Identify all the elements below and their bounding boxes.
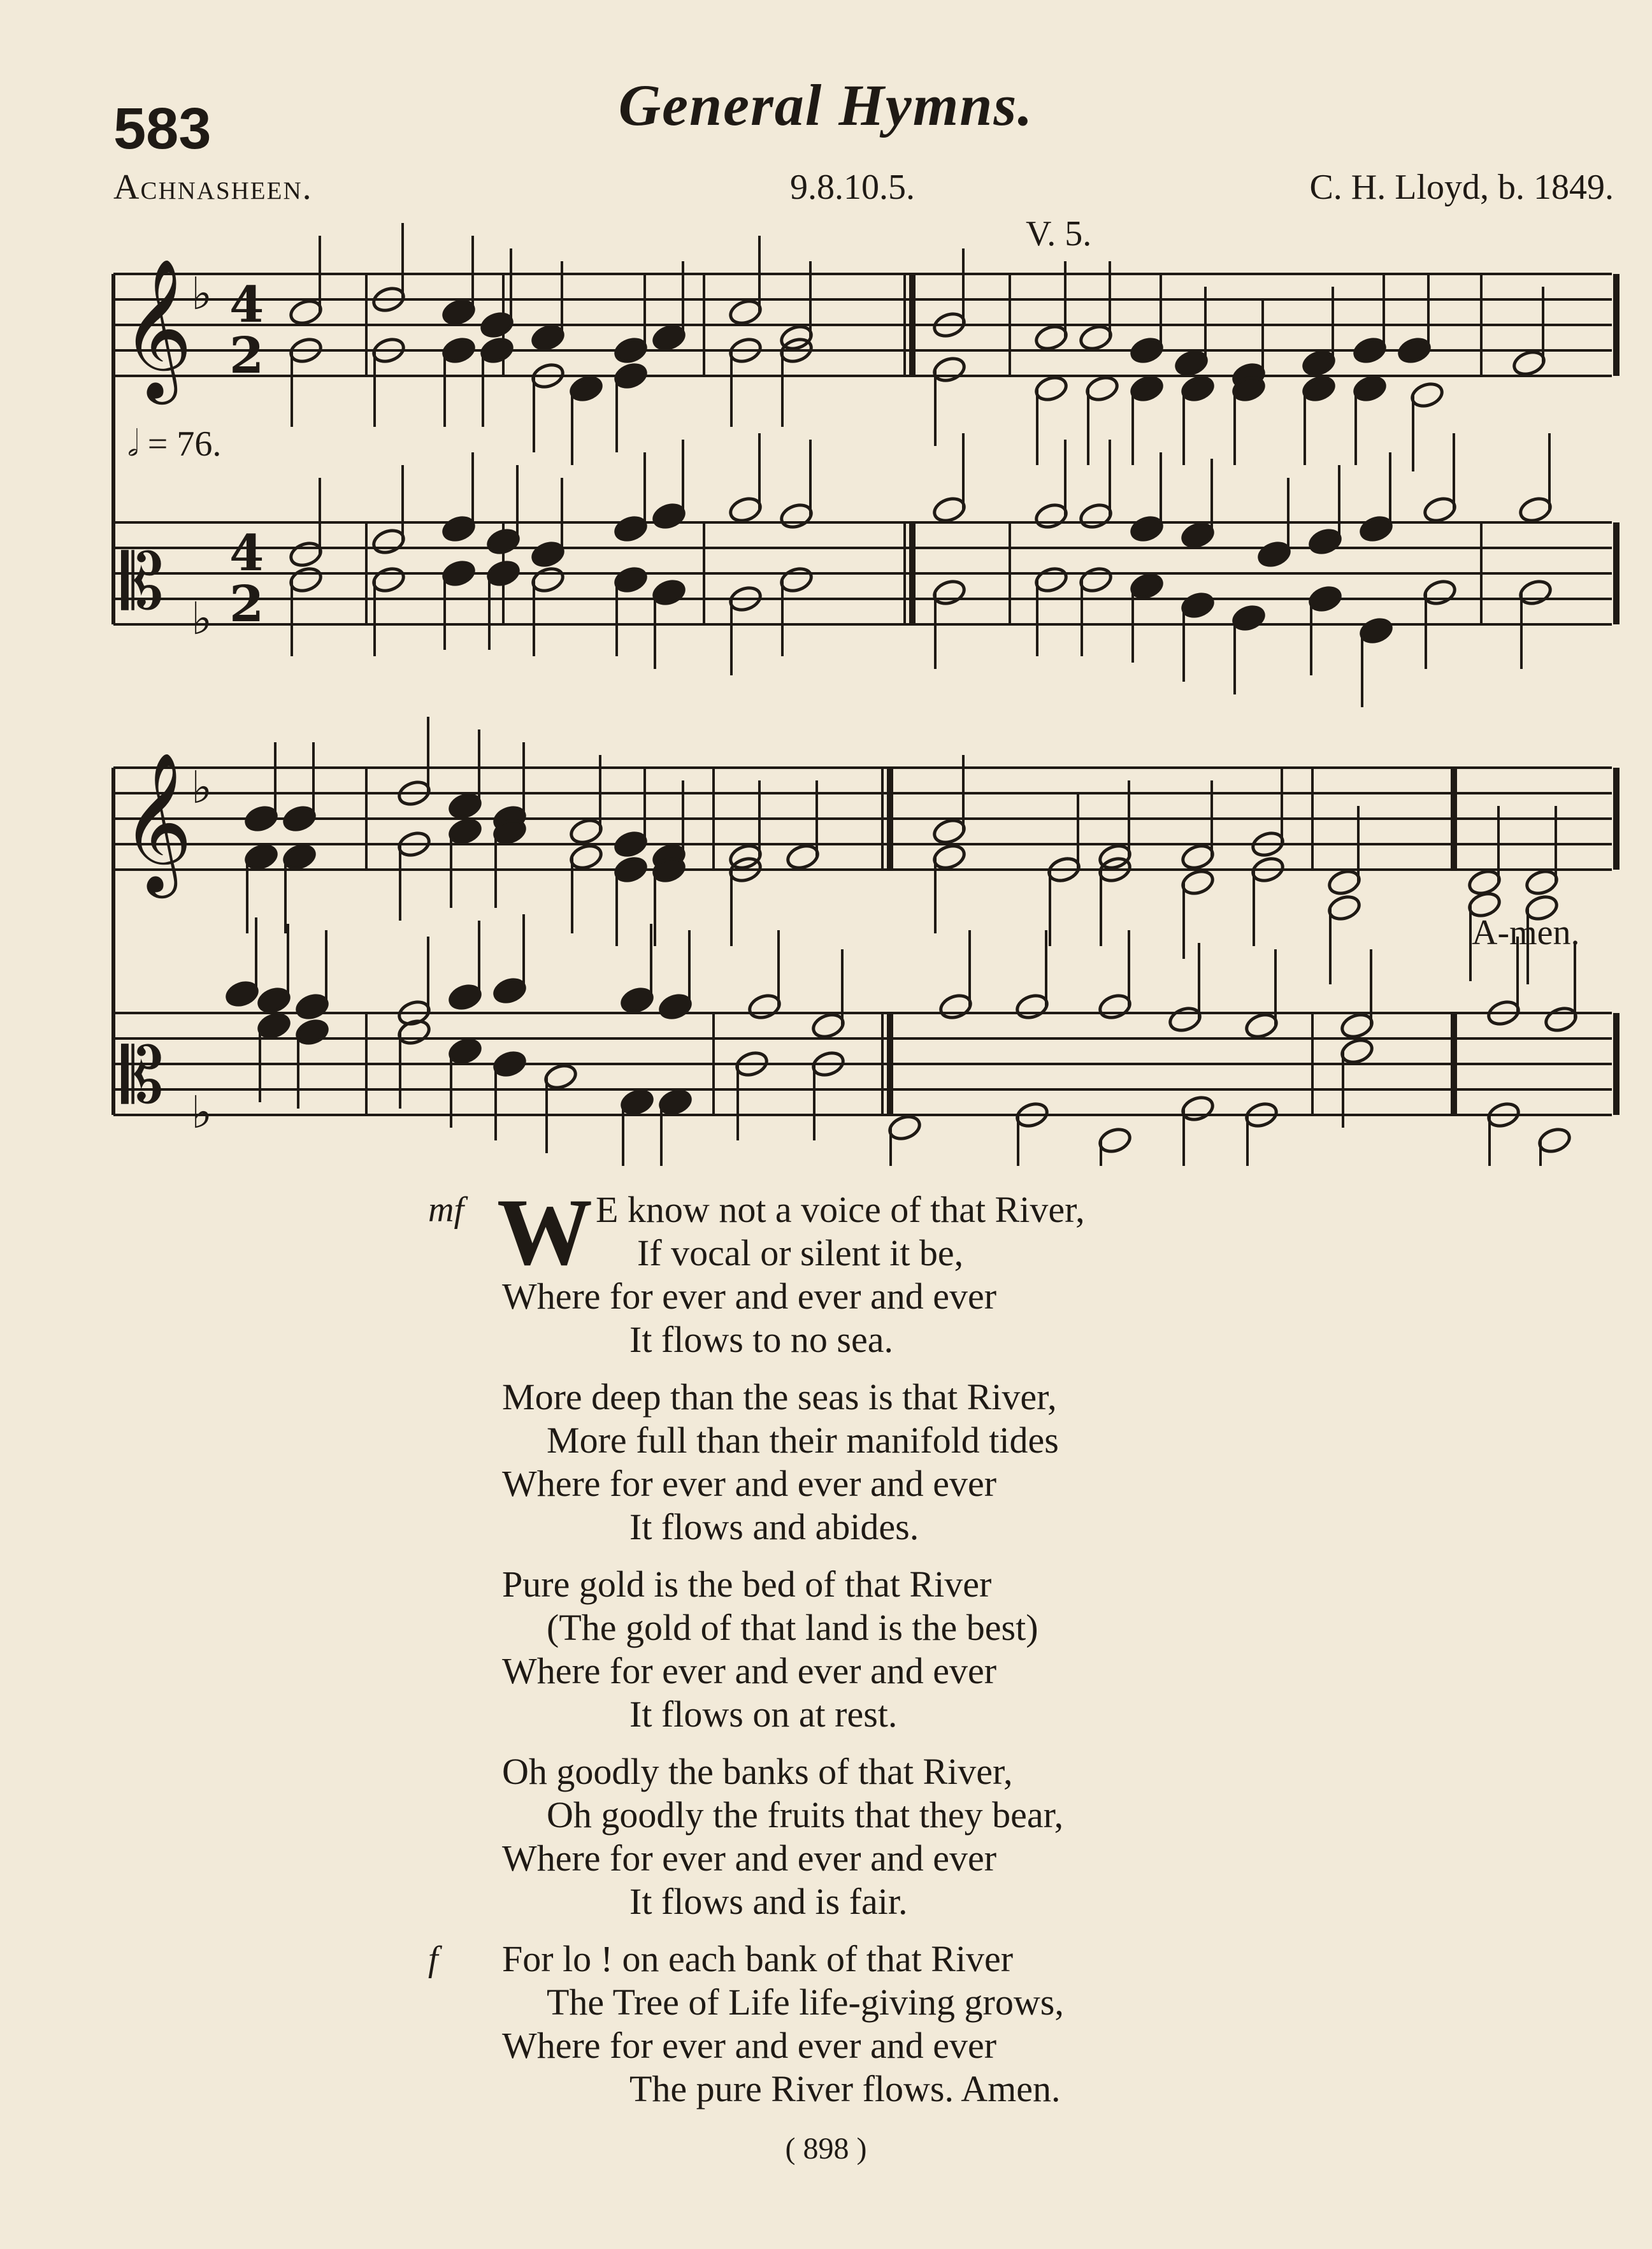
lyric-line: It flows to no sea.: [629, 1319, 893, 1360]
verse-reference: V. 5.: [1026, 214, 1092, 254]
note-head: [1097, 1126, 1133, 1155]
note-head: [728, 495, 763, 524]
note-head: [1326, 868, 1362, 897]
note-head: [1078, 501, 1114, 531]
lyric-line: Oh goodly the banks of that River,: [502, 1751, 1013, 1792]
note-head: [1301, 374, 1337, 403]
stanza: [0, 1937, 1652, 2111]
note-head: [1180, 591, 1216, 620]
note-head: [288, 540, 324, 569]
note-head: [1307, 527, 1343, 556]
note-head: [447, 1037, 483, 1066]
lyric-line: Pure gold is the bed of that River: [502, 1563, 992, 1605]
note-head: [1014, 992, 1050, 1021]
lyric-line: (The gold of that land is the best): [547, 1607, 1038, 1648]
note-head: [1256, 540, 1292, 569]
note-head: [1078, 565, 1114, 594]
note-head: [613, 830, 649, 859]
stanza: [0, 1179, 1652, 1362]
lyric-line: The pure River flows. Amen.: [629, 2068, 1061, 2109]
note-head: [613, 565, 649, 594]
note-head: [938, 992, 973, 1021]
lyric-line: The Tree of Life life-giving grows,: [547, 1981, 1064, 2023]
note-head: [613, 361, 649, 391]
time-signature-bottom: 2: [229, 327, 264, 385]
note-head: [256, 986, 292, 1015]
bass-staff-1: [113, 522, 1612, 624]
note-head: [1339, 1037, 1375, 1066]
note-head: [1307, 584, 1343, 614]
time-signature-top: 4: [229, 276, 264, 334]
note-head: [887, 1113, 923, 1142]
flat-icon: ♭: [191, 761, 213, 814]
note-head: [619, 986, 655, 1015]
stanza: [0, 1750, 1652, 1923]
note-head: [651, 323, 687, 352]
note-head: [1244, 1011, 1279, 1040]
note-head: [1084, 374, 1120, 403]
note-head: [256, 1011, 292, 1040]
note-head: [1524, 893, 1560, 923]
note-head: [613, 855, 649, 884]
note-head: [657, 1088, 693, 1117]
note-head: [1167, 1005, 1203, 1034]
c-clef-icon: 𝄡: [121, 1032, 164, 1121]
tune-name: Achnasheen.: [113, 168, 313, 207]
lyric-line: Oh goodly the fruits that they bear,: [547, 1794, 1064, 1836]
page-number: ( 898 ): [785, 2132, 867, 2166]
note-head: [485, 527, 521, 556]
note-head: [447, 982, 483, 1012]
note-head: [1397, 336, 1432, 365]
note-head: [1097, 992, 1133, 1021]
note-head: [224, 979, 260, 1009]
note-head: [485, 559, 521, 588]
note-head: [1129, 336, 1165, 365]
note-head: [931, 495, 967, 524]
note-head: [728, 298, 763, 327]
note-head: [1339, 1011, 1375, 1040]
note-head: [243, 804, 279, 833]
note-head: [1129, 374, 1165, 403]
note-head: [657, 992, 693, 1021]
note-head: [1129, 571, 1165, 601]
flat-icon: ♭: [191, 1086, 213, 1139]
note-head: [441, 514, 477, 543]
note-head: [530, 323, 566, 352]
note-head: [288, 298, 324, 327]
note-head: [568, 842, 604, 872]
composer: C. H. Lloyd, b. 1849.: [1309, 168, 1614, 207]
note-head: [1231, 603, 1267, 633]
note-head: [931, 578, 967, 607]
time-signature-bottom: 2: [229, 575, 264, 633]
lyric-line: It flows on at rest.: [629, 1693, 898, 1735]
tempo-marking: 𝅗𝅥 = 76.: [127, 424, 222, 464]
lyric-line: E know not a voice of that River, mf W: [428, 1179, 1085, 1285]
note-head: [543, 1062, 578, 1091]
note-head: [1180, 1094, 1216, 1123]
lyric-line: Where for ever and ever and ever: [502, 1650, 997, 1692]
lyric-line: It flows and is fair.: [629, 1881, 908, 1922]
note-head: [282, 842, 317, 872]
amen-label: A-men.: [1472, 913, 1580, 952]
note-head: [1180, 374, 1216, 403]
lyric-line: Where for ever and ever and ever: [502, 1837, 997, 1879]
note-head: [1033, 565, 1069, 594]
note-head: [288, 565, 324, 594]
note-head: [492, 976, 528, 1005]
lyric-line: Where for ever and ever and ever: [502, 1275, 997, 1317]
note-head: [1326, 893, 1362, 923]
note-head: [371, 527, 406, 556]
note-head: [1033, 374, 1069, 403]
bass-staff-2: [113, 1013, 1612, 1115]
drop-cap: W: [497, 1179, 593, 1285]
note-head: [1511, 348, 1547, 378]
note-head: [1543, 1005, 1579, 1034]
c-clef-icon: 𝄡: [121, 538, 164, 627]
note-head: [1301, 348, 1337, 378]
stanza: [0, 1563, 1652, 1736]
stanza: [0, 1376, 1652, 1549]
lyric-line: More deep than the seas is that River,: [502, 1376, 1057, 1418]
note-head: [1422, 495, 1458, 524]
note-head: [441, 559, 477, 588]
note-head: [441, 298, 477, 327]
hymn-lyrics: [0, 1179, 1652, 2125]
treble-staff-1: [113, 274, 1612, 376]
note-head: [779, 501, 814, 531]
dynamic-marking: mf: [428, 1190, 464, 1230]
note-head: [1078, 323, 1114, 352]
note-head: [243, 842, 279, 872]
note-head: [931, 817, 967, 846]
note-head: [447, 791, 483, 821]
note-head: [447, 817, 483, 846]
note-head: [1129, 514, 1165, 543]
lyric-line: More full than their manifold tides: [547, 1419, 1059, 1461]
note-head: [282, 804, 317, 833]
flat-icon: ♭: [191, 593, 213, 645]
hymn-number: 583: [113, 96, 212, 161]
note-head: [294, 992, 330, 1021]
note-head: [785, 842, 821, 872]
note-head: [810, 1011, 846, 1040]
treble-staff-2: [113, 768, 1612, 870]
note-head: [530, 565, 566, 594]
note-head: [371, 565, 406, 594]
note-head: [294, 1017, 330, 1047]
dynamic-marking: f: [428, 1939, 438, 1979]
note-head: [1358, 514, 1394, 543]
note-head: [931, 355, 967, 384]
note-head: [1422, 578, 1458, 607]
flat-icon: ♭: [191, 268, 213, 320]
note-head: [1180, 521, 1216, 550]
note-head: [747, 992, 782, 1021]
note-head: [1537, 1126, 1572, 1155]
time-signature-top: 4: [229, 524, 264, 582]
lyric-line: Where for ever and ever and ever: [502, 1463, 997, 1504]
note-head: [479, 310, 515, 340]
note-head: [931, 842, 967, 872]
meter: 9.8.10.5.: [790, 168, 915, 207]
lyric-line: Where for ever and ever and ever: [502, 2025, 997, 2066]
note-head: [1352, 336, 1388, 365]
note-head: [441, 336, 477, 365]
note-head: [568, 817, 604, 846]
note-head: [1174, 348, 1209, 378]
page-title: General Hymns.: [618, 73, 1034, 138]
treble-clef-icon: 𝄞: [121, 751, 193, 892]
lyric-line: If vocal or silent it be,: [637, 1232, 964, 1274]
note-head: [479, 336, 515, 365]
note-head: [1524, 868, 1560, 897]
note-head: [779, 565, 814, 594]
note-head: [1358, 616, 1394, 645]
note-head: [613, 336, 649, 365]
treble-clef-icon: 𝄞: [121, 257, 193, 398]
note-head: [492, 1049, 528, 1079]
note-head: [1467, 890, 1502, 919]
note-head: [1033, 323, 1069, 352]
lyric-line: It flows and abides.: [629, 1506, 919, 1548]
note-head: [1180, 842, 1216, 872]
note-head: [651, 501, 687, 531]
note-head: [1033, 501, 1069, 531]
note-head: [1518, 495, 1553, 524]
note-head: [1352, 374, 1388, 403]
note-head: [1180, 868, 1216, 897]
note-head: [651, 578, 687, 607]
note-head: [530, 540, 566, 569]
note-head: [568, 374, 604, 403]
note-head: [619, 1088, 655, 1117]
note-head: [1409, 380, 1445, 410]
note-head: [613, 514, 649, 543]
lyric-line: For lo ! on each bank of that River f: [428, 1938, 1014, 1980]
note-head: [1518, 578, 1553, 607]
